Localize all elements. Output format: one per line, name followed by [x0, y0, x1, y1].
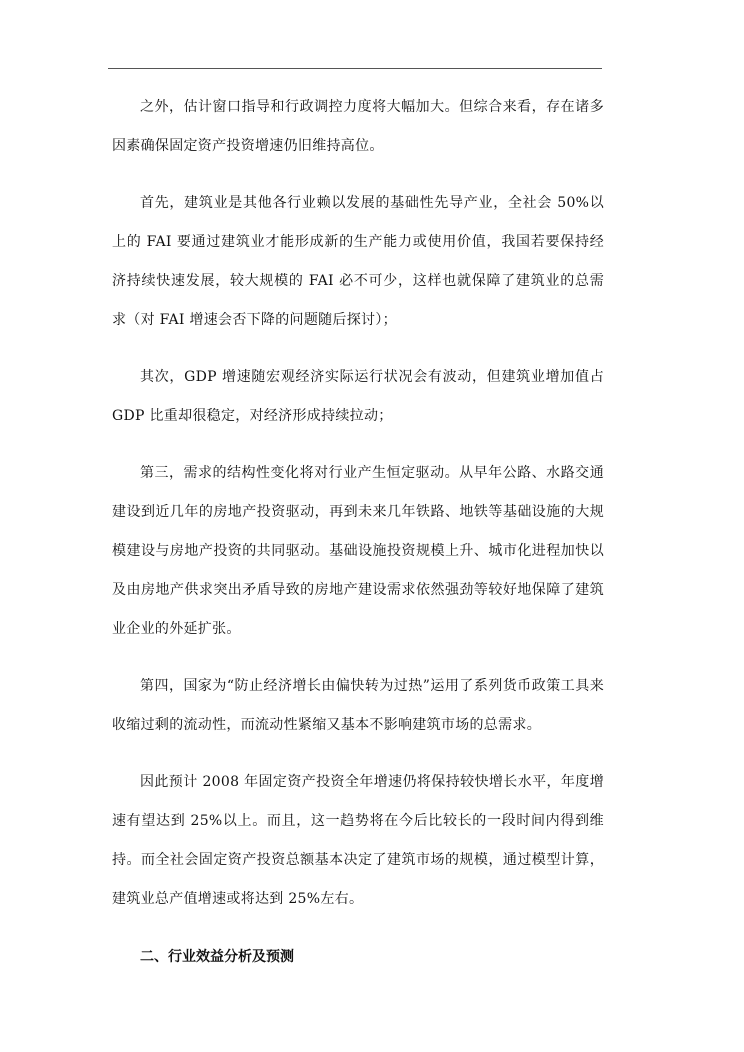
paragraph-fourth-reason: 第四，国家为“防止经济增长由偏快转为过热”运用了系列货币政策工具来收缩过剩的流动性，而流动性紧缩又基本不影响建筑市场的总需求。 — [112, 678, 604, 733]
document-body — [112, 88, 604, 977]
paragraph-continuation: 之外，估计窗口指导和行政调控力度将大幅加大。但综合来看，存在诸多因素确保固定资产投资增速仍旧维持高位。 — [112, 99, 604, 154]
paragraph-third-reason: 第三，需求的结构性变化将对行业产生恒定驱动。从早年公路、水路交通建设到近几年的房地产投资驱动，再到未来几年铁路、地铁等基础设施的大规模建设与房地产投资的共同驱动。基础设施投资规模上升、城市化进程加快以及由房地产供求突出矛盾导致的房地产建设需求依然强劲等较好地保障了建筑业企业的外延扩张。 — [112, 465, 604, 637]
paragraph-conclusion: 因此预计 2008 年固定资产投资全年增速仍将保持较快增长水平，年度增速有望达到 25%以上。而且，这一趋势将在今后比较长的一段时间内得到维持。而全社会固定资产投资总额基本决定了建筑市场的规模，通过模型计算，建筑业总产值增速或将达到 25%左右。 — [112, 774, 604, 907]
paragraph-first-reason: 首先，建筑业是其他各行业赖以发展的基础性先导产业，全社会 50%以上的 FAI 要通过建筑业才能形成新的生产能力或使用价值，我国若要保持经济持续快速发展，较大规模的 FAI 必不可少，这样也就保障了建筑业的总需求（对 FAI 增速会否下降的问题随后探讨）； — [112, 195, 604, 328]
paragraph-second-reason: 其次，GDP 增速随宏观经济实际运行状况会有波动，但建筑业增加值占 GDP 比重却很稳定，对经济形成持续拉动； — [112, 369, 604, 424]
header-rule — [108, 68, 602, 69]
section-heading: 二、行业效益分析及预测 — [140, 949, 294, 965]
